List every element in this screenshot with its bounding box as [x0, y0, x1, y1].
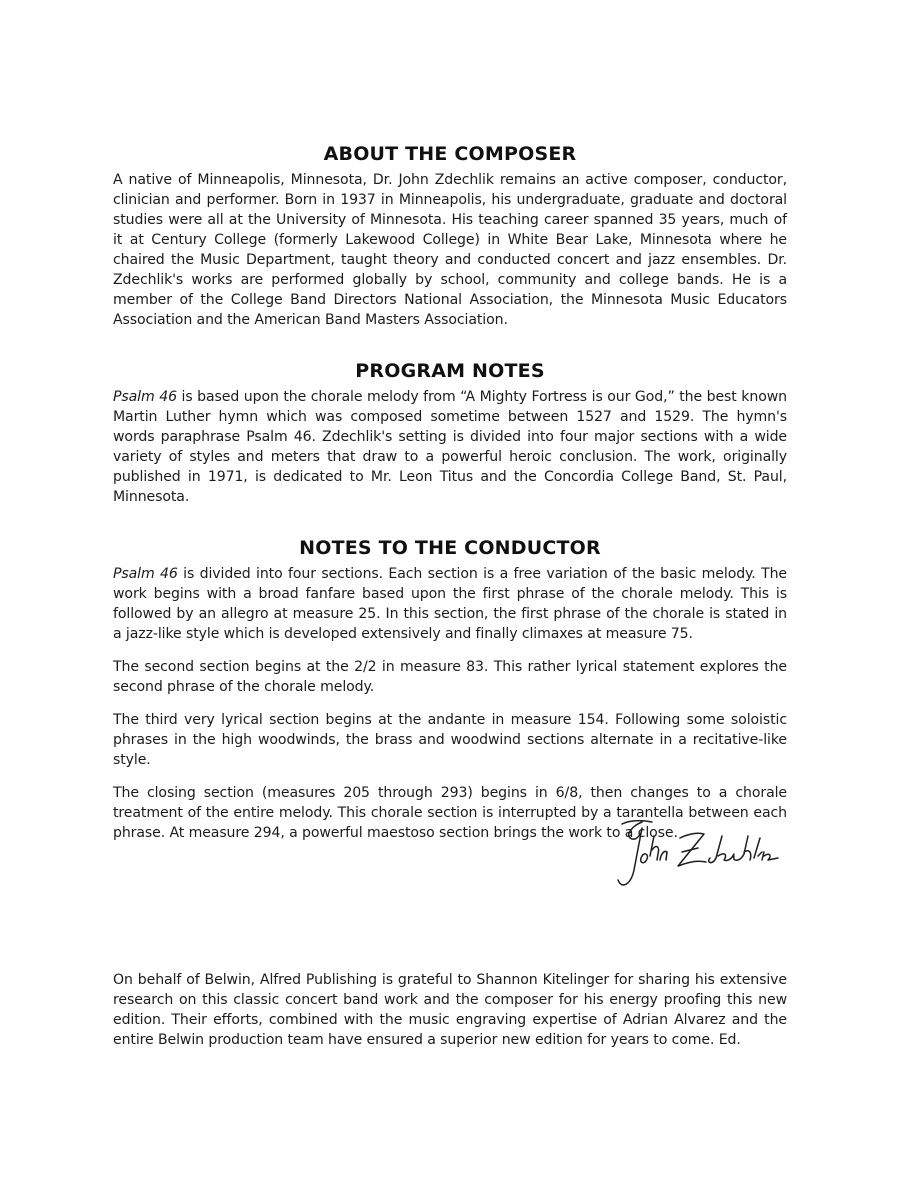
signature-icon	[612, 812, 792, 896]
program-notes-section	[113, 360, 787, 507]
composer-signature	[612, 812, 792, 896]
conductor-notes-section	[113, 537, 787, 843]
conductor-paragraph-4: The closing section (measures 205 through 293) begins in 6/8, then changes to a chorale treatment of the entire melody. This chorale section is interrupted by a tarantella between each phrase. At measure 294, a powerful maestoso section brings the work to a close.	[113, 785, 787, 841]
acknowledgement-section	[113, 970, 787, 1050]
main-content	[113, 143, 787, 873]
conductor-paragraph-3: The third very lyrical section begins at the andante in measure 154. Following some soloistic phrases in the high woodwinds, the brass and woodwind sections alternate in a recitative-like style.	[113, 712, 787, 768]
program-notes-body: is based upon the chorale melody from “A Mighty Fortress is our God,” the best known Martin Luther hymn which was composed sometime between 1527 and 1529. The hymn's words paraphrase Psalm 46. Zdechlik's setting is divided into four major sections with a wide variety of styles and meters that draw to a powerful heroic conclusion. The work, originally published in 1971, is dedicated to Mr. Leon Titus and the Concordia College Band, St. Paul, Minnesota.	[113, 389, 787, 505]
conductor-paragraph-1	[113, 564, 787, 644]
program-notes-heading: PROGRAM NOTES	[355, 360, 545, 382]
conductor-paragraph-2: The second section begins at the 2/2 in measure 83. This rather lyrical statement explores the second phrase of the chorale melody.	[113, 659, 787, 695]
about-composer-text: A native of Minneapolis, Minnesota, Dr. John Zdechlik remains an active composer, conductor, clinician and performer. Born in 1937 in Minneapolis, his undergraduate, graduate and doctoral studies were all at the University of Minnesota. His teaching career spanned 35 years, much of it at Century College (formerly Lakewood College) in White Bear Lake, Minnesota where he chaired the Music Department, taught theory and conducted concert and jazz ensembles. Dr. Zdechlik's works are performed globally by school, community and college bands. He is a member of the College Band Directors National Association, the Minnesota Music Educators Association and the American Band Masters Association.	[113, 172, 787, 328]
about-composer-section	[113, 143, 787, 330]
about-composer-heading: ABOUT THE COMPOSER	[323, 143, 577, 165]
work-title-italic: Psalm 46	[113, 389, 177, 405]
acknowledgement-text: On behalf of Belwin, Alfred Publishing is grateful to Shannon Kitelinger for sharing his extensive research on this classic concert band work and the composer for his energy proofing this new edition. Their efforts, combined with the music engraving expertise of Adrian Alvarez and the entire Belwin production team have ensured a superior new edition for years to come. Ed.	[113, 972, 787, 1048]
conductor-notes-heading: NOTES TO THE CONDUCTOR	[299, 537, 601, 559]
program-notes-text	[113, 387, 787, 507]
work-title-italic: Psalm 46	[113, 566, 178, 582]
conductor-paragraph-1-body: is divided into four sections. Each section is a free variation of the basic melody. The work begins with a broad fanfare based upon the first phrase of the chorale melody. This is followed by an allegro at measure 25. In this section, the first phrase of the chorale is stated in a jazz-like style which is developed extensively and finally climaxes at measure 75.	[113, 566, 787, 642]
